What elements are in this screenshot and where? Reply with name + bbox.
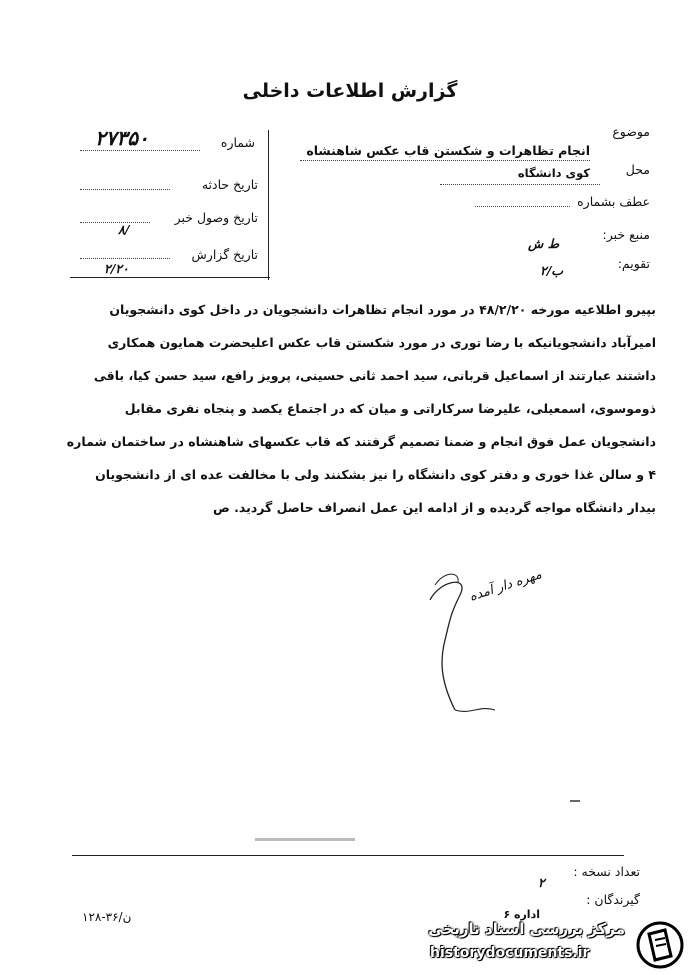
document-code: ۱۲۸-۳۶/ن — [82, 910, 132, 924]
signature-scrawl — [400, 560, 560, 720]
body-line: امیرآباد دانشجویانیکه با رضا توری در مورد شکستن قاب عکس اعلیحضرت همایون همکاری — [107, 335, 656, 350]
received-date-label: تاریخ وصول خبر — [174, 210, 258, 225]
watermark-title: مرکز بررسی اسناد تاریخی — [428, 920, 625, 938]
incident-date-label: تاریخ حادثه — [201, 177, 258, 192]
body-line: بیدار دانشگاه مواجه گردیده و از ادامه این عمل انصراف حاصل گردید. ص — [213, 500, 656, 515]
evaluation-label: تقویم: — [617, 256, 650, 271]
body-line: ذوموسوی، اسمعیلی، علیرضا سرکاراتی و میان که در اجتماع یکصد و پنجاه نفری مقابل — [124, 401, 656, 416]
recipients-value: اداره ۶ — [503, 908, 540, 921]
body-line: داشتند عبارتند از اسماعیل قربانی، سید احمد ثانی حسینی، پرویز رافع، سید حسن کیا، باقی — [93, 368, 656, 383]
body-line: دانشجویان عمل فوق انجام و ضمنا تصمیم گرفتند که قاب عکسهای شاهنشاه در ساختمان شماره — [66, 434, 656, 449]
number-value: ۲۷۳۵۰ — [95, 126, 149, 150]
reference-label: عطف بشماره — [577, 194, 650, 209]
recipients-label: گیرندگان : — [586, 892, 640, 907]
signature-text: مهره دار آمده — [467, 567, 544, 605]
faint-mark — [570, 800, 580, 802]
reference-line — [475, 206, 570, 207]
copies-label: تعداد نسخه : — [573, 864, 640, 879]
report-body — [28, 293, 656, 524]
header-bottom-rule — [70, 277, 270, 278]
source-label: منبع خبر: — [602, 227, 650, 242]
number-label: شماره — [220, 135, 255, 150]
received-date-line — [80, 222, 150, 223]
report-date-label: تاریخ گزارش — [191, 247, 258, 262]
place-value: کوی دانشگاه — [517, 166, 590, 180]
archive-logo-icon — [635, 920, 685, 970]
subject-line — [300, 160, 590, 161]
incident-date-line — [80, 189, 170, 190]
report-date-value: ۲/۲۰ — [104, 261, 129, 276]
faint-scratch — [255, 838, 355, 841]
evaluation-value: ۲/ب — [540, 263, 564, 278]
footer-rule — [72, 855, 624, 856]
received-date-value: ۸/ — [118, 222, 130, 237]
body-line: بپیرو اطلاعیه مورخه ۴۸/۲/۲۰ در مورد انجام تظاهرات دانشجویان در داخل کوی دانشجویان — [109, 302, 656, 317]
source-value: ط ش — [528, 236, 560, 251]
report-date-line — [80, 258, 170, 259]
header-separator — [268, 130, 269, 280]
subject-label: موضوع — [612, 124, 650, 139]
subject-value: انجام تظاهرات و شکستن قاب عکس شاهنشاه — [306, 143, 590, 158]
place-line — [440, 184, 600, 185]
watermark-url: historydocuments.ir — [430, 945, 590, 961]
number-line — [80, 150, 200, 151]
place-label: محل — [625, 162, 650, 177]
copies-value: ۲ — [538, 875, 545, 890]
page-title: گزارش اطلاعات داخلی — [242, 80, 458, 102]
body-line: ۴ و سالن غذا خوری و دفتر کوی دانشگاه را نیز بشکنند ولی با مخالفت عده ای از دانشجویان — [95, 467, 656, 482]
